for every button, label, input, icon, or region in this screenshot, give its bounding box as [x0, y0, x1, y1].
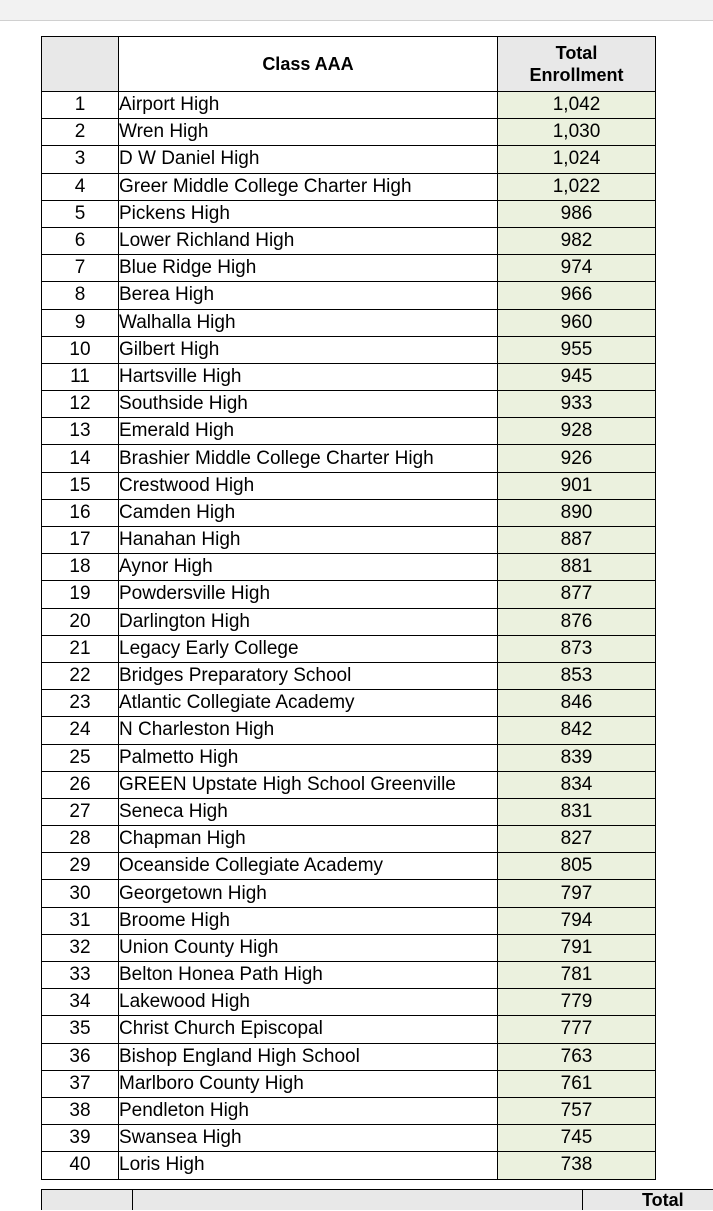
school-name-cell: Georgetown High — [119, 880, 498, 907]
enrollment-cell: 1,022 — [498, 173, 656, 200]
school-name-cell: Airport High — [119, 92, 498, 119]
rank-cell: 31 — [42, 907, 119, 934]
school-name-cell: Loris High — [119, 1152, 498, 1179]
rank-cell: 21 — [42, 635, 119, 662]
enrollment-cell: 791 — [498, 934, 656, 961]
rank-cell: 37 — [42, 1070, 119, 1097]
table-row — [42, 989, 656, 1016]
table-row — [42, 717, 656, 744]
enrollment-cell: 887 — [498, 527, 656, 554]
enrollment-cell: 745 — [498, 1125, 656, 1152]
rank-cell: 23 — [42, 690, 119, 717]
table-row — [42, 1070, 656, 1097]
rank-cell: 14 — [42, 445, 119, 472]
rank-cell: 35 — [42, 1016, 119, 1043]
rank-cell: 28 — [42, 826, 119, 853]
school-name-cell: D W Daniel High — [119, 146, 498, 173]
table-row — [42, 119, 656, 146]
school-name-cell: Union County High — [119, 934, 498, 961]
school-name-cell: Christ Church Episcopal — [119, 1016, 498, 1043]
rank-cell: 39 — [42, 1125, 119, 1152]
school-name-cell: Swansea High — [119, 1125, 498, 1152]
rank-cell: 6 — [42, 227, 119, 254]
enrollment-cell: 982 — [498, 227, 656, 254]
table-row — [42, 690, 656, 717]
table-row — [42, 608, 656, 635]
enrollment-cell: 757 — [498, 1097, 656, 1124]
rank-cell: 26 — [42, 771, 119, 798]
rank-cell: 15 — [42, 472, 119, 499]
enrollment-cell: 846 — [498, 690, 656, 717]
enrollment-cell: 1,042 — [498, 92, 656, 119]
school-column-header: Class AAA — [119, 37, 498, 92]
table-row — [42, 880, 656, 907]
school-name-cell: Powdersville High — [119, 581, 498, 608]
next-table-total-label: Total — [642, 1190, 684, 1210]
rank-cell: 8 — [42, 282, 119, 309]
enrollment-cell: 876 — [498, 608, 656, 635]
table-row — [42, 744, 656, 771]
enrollment-cell: 933 — [498, 391, 656, 418]
rank-cell: 20 — [42, 608, 119, 635]
rank-cell: 38 — [42, 1097, 119, 1124]
enrollment-cell: 926 — [498, 445, 656, 472]
rank-cell: 11 — [42, 363, 119, 390]
enrollment-cell: 781 — [498, 962, 656, 989]
enrollment-cell: 761 — [498, 1070, 656, 1097]
school-name-cell: Chapman High — [119, 826, 498, 853]
table-row — [42, 771, 656, 798]
school-name-cell: Crestwood High — [119, 472, 498, 499]
table-body — [42, 92, 656, 1180]
page-top-band — [0, 0, 713, 21]
table-row — [42, 255, 656, 282]
school-name-cell: Pickens High — [119, 200, 498, 227]
table-row — [42, 282, 656, 309]
table-row — [42, 934, 656, 961]
rank-cell: 30 — [42, 880, 119, 907]
enrollment-cell: 966 — [498, 282, 656, 309]
enrollment-cell: 955 — [498, 336, 656, 363]
table-row — [42, 227, 656, 254]
school-name-cell: Darlington High — [119, 608, 498, 635]
rank-cell: 19 — [42, 581, 119, 608]
enrollment-cell: 779 — [498, 989, 656, 1016]
table-header-row — [42, 37, 656, 92]
table-row — [42, 853, 656, 880]
rank-cell: 16 — [42, 499, 119, 526]
enrollment-header-line2: Enrollment — [529, 65, 624, 85]
enrollment-cell: 827 — [498, 826, 656, 853]
table-row — [42, 418, 656, 445]
school-name-cell: Hanahan High — [119, 527, 498, 554]
school-name-cell: Oceanside Collegiate Academy — [119, 853, 498, 880]
enrollment-cell: 1,030 — [498, 119, 656, 146]
enrollment-cell: 901 — [498, 472, 656, 499]
rank-cell: 40 — [42, 1152, 119, 1179]
table-row — [42, 635, 656, 662]
enrollment-cell: 890 — [498, 499, 656, 526]
school-name-cell: Legacy Early College — [119, 635, 498, 662]
rank-cell: 1 — [42, 92, 119, 119]
column-divider — [582, 1190, 583, 1210]
enrollment-cell: 831 — [498, 798, 656, 825]
enrollment-cell: 763 — [498, 1043, 656, 1070]
table-row — [42, 1016, 656, 1043]
enrollment-cell: 1,024 — [498, 146, 656, 173]
table-row — [42, 499, 656, 526]
table-row — [42, 554, 656, 581]
table-row — [42, 962, 656, 989]
school-name-cell: Pendleton High — [119, 1097, 498, 1124]
school-name-cell: Broome High — [119, 907, 498, 934]
school-name-cell: Gilbert High — [119, 336, 498, 363]
enrollment-cell: 805 — [498, 853, 656, 880]
table-row — [42, 363, 656, 390]
rank-cell: 25 — [42, 744, 119, 771]
rank-cell: 32 — [42, 934, 119, 961]
column-divider — [132, 1190, 133, 1210]
table-row — [42, 907, 656, 934]
school-name-cell: Southside High — [119, 391, 498, 418]
table-row — [42, 92, 656, 119]
rank-column-header — [42, 37, 119, 92]
rank-cell: 12 — [42, 391, 119, 418]
enrollment-cell: 928 — [498, 418, 656, 445]
enrollment-cell: 986 — [498, 200, 656, 227]
enrollment-cell: 738 — [498, 1152, 656, 1179]
table-row — [42, 1152, 656, 1179]
school-name-cell: Belton Honea Path High — [119, 962, 498, 989]
school-name-cell: Marlboro County High — [119, 1070, 498, 1097]
school-name-cell: Blue Ridge High — [119, 255, 498, 282]
school-name-cell: Camden High — [119, 499, 498, 526]
table-row — [42, 662, 656, 689]
table-row — [42, 173, 656, 200]
enrollment-cell: 794 — [498, 907, 656, 934]
rank-cell: 3 — [42, 146, 119, 173]
school-name-cell: Atlantic Collegiate Academy — [119, 690, 498, 717]
table-row — [42, 826, 656, 853]
rank-cell: 22 — [42, 662, 119, 689]
table-row — [42, 391, 656, 418]
rank-cell: 13 — [42, 418, 119, 445]
enrollment-cell: 877 — [498, 581, 656, 608]
school-name-cell: Wren High — [119, 119, 498, 146]
table-row — [42, 445, 656, 472]
rank-cell: 4 — [42, 173, 119, 200]
school-name-cell: Seneca High — [119, 798, 498, 825]
enrollment-header-line1: Total — [555, 43, 598, 63]
table-row — [42, 1043, 656, 1070]
enrollment-cell: 960 — [498, 309, 656, 336]
table-row — [42, 581, 656, 608]
table-row — [42, 1097, 656, 1124]
enrollment-cell: 945 — [498, 363, 656, 390]
rank-cell: 10 — [42, 336, 119, 363]
school-name-cell: Lakewood High — [119, 989, 498, 1016]
rank-cell: 34 — [42, 989, 119, 1016]
enrollment-cell: 873 — [498, 635, 656, 662]
table-row — [42, 309, 656, 336]
school-name-cell: Palmetto High — [119, 744, 498, 771]
rank-cell: 24 — [42, 717, 119, 744]
table-row — [42, 798, 656, 825]
school-name-cell: Greer Middle College Charter High — [119, 173, 498, 200]
table-row — [42, 200, 656, 227]
school-name-cell: Emerald High — [119, 418, 498, 445]
enrollment-cell: 777 — [498, 1016, 656, 1043]
enrollment-cell: 797 — [498, 880, 656, 907]
table-row — [42, 472, 656, 499]
rank-cell: 36 — [42, 1043, 119, 1070]
rank-cell: 9 — [42, 309, 119, 336]
rank-cell: 27 — [42, 798, 119, 825]
enrollment-cell: 839 — [498, 744, 656, 771]
school-name-cell: Bridges Preparatory School — [119, 662, 498, 689]
rank-cell: 18 — [42, 554, 119, 581]
table-row — [42, 1125, 656, 1152]
rank-cell: 33 — [42, 962, 119, 989]
school-name-cell: Aynor High — [119, 554, 498, 581]
table-row — [42, 146, 656, 173]
enrollment-cell: 834 — [498, 771, 656, 798]
table-row — [42, 527, 656, 554]
rank-cell: 17 — [42, 527, 119, 554]
enrollment-cell: 974 — [498, 255, 656, 282]
enrollment-cell: 881 — [498, 554, 656, 581]
school-name-cell: N Charleston High — [119, 717, 498, 744]
school-name-cell: Bishop England High School — [119, 1043, 498, 1070]
rank-cell: 29 — [42, 853, 119, 880]
rank-cell: 5 — [42, 200, 119, 227]
enrollment-cell: 853 — [498, 662, 656, 689]
school-name-cell: Walhalla High — [119, 309, 498, 336]
school-name-cell: Lower Richland High — [119, 227, 498, 254]
enrollment-column-header — [498, 37, 656, 92]
enrollment-table — [41, 36, 656, 1180]
school-name-cell: Berea High — [119, 282, 498, 309]
school-name-cell: Brashier Middle College Charter High — [119, 445, 498, 472]
rank-cell: 7 — [42, 255, 119, 282]
enrollment-cell: 842 — [498, 717, 656, 744]
rank-cell: 2 — [42, 119, 119, 146]
school-name-cell: Hartsville High — [119, 363, 498, 390]
school-name-cell: GREEN Upstate High School Greenville — [119, 771, 498, 798]
table-row — [42, 336, 656, 363]
